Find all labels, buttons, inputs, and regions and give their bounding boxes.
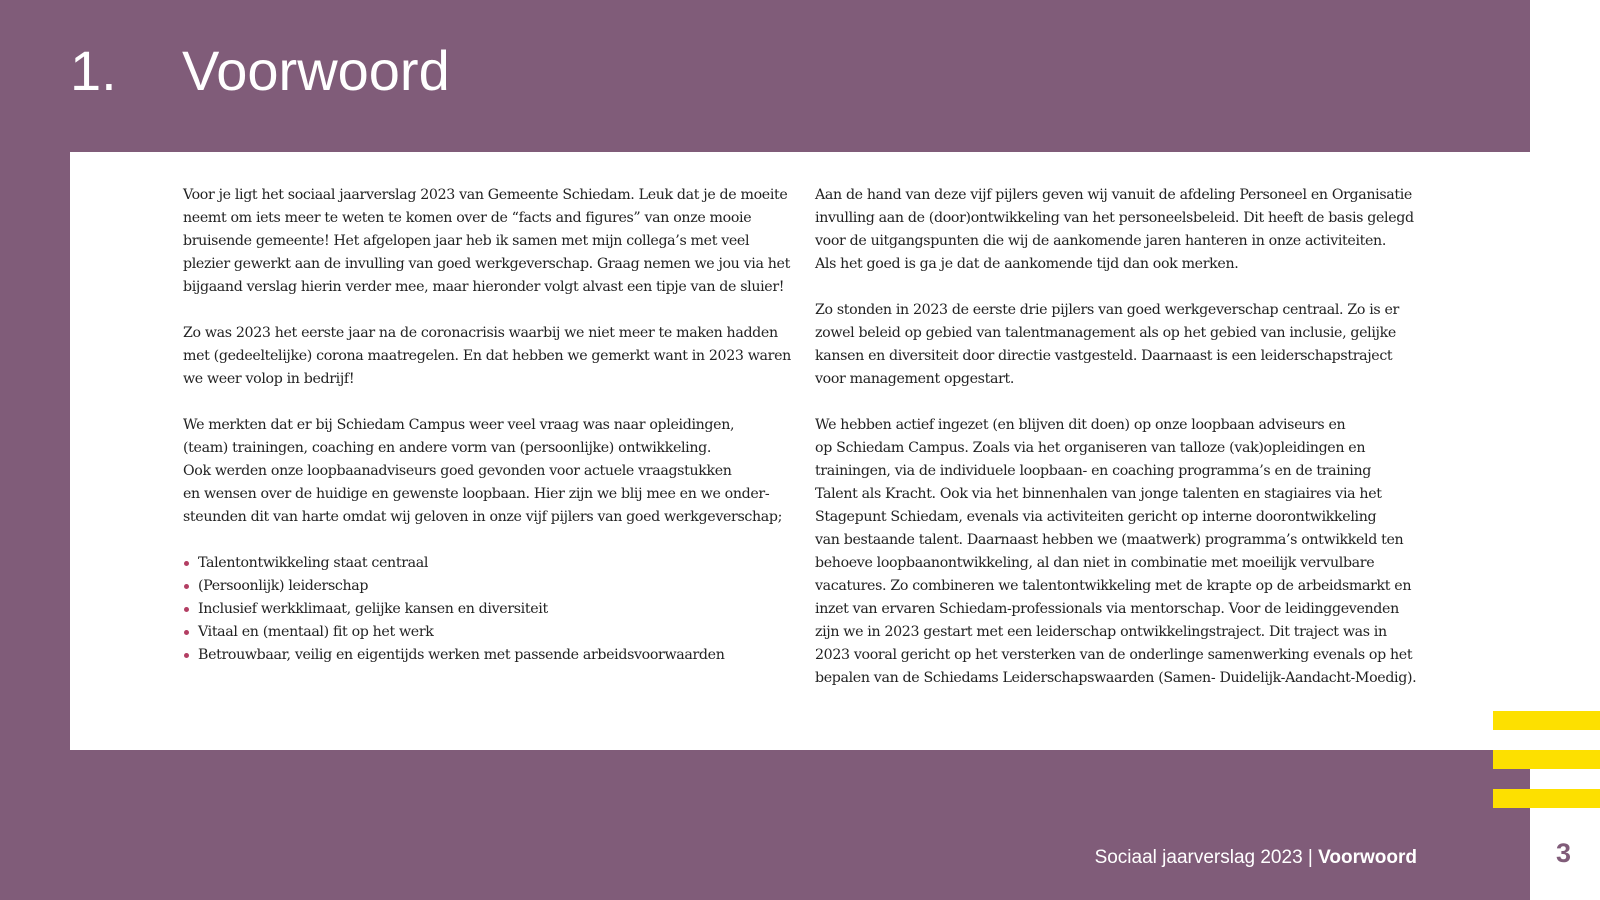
page-title: Voorwoord [182,39,450,102]
paragraph-policy: Zo stonden in 2023 de eerste drie pijlers van goed werkgeverschap centraal. Zo is er zowel beleid op gebied van talentmanagement als op het gebied van inclusie, gelijke kansen en diversiteit door directie vastgesteld. Daarnaast is een leiderschapstraject voor management opgestart. [815,302,1399,387]
footer-title [1095,847,1417,869]
content-card [70,152,1530,750]
list-item: (Persoonlijk) leiderschap [183,575,793,598]
decorative-stripe [1493,711,1600,730]
left-column [183,184,793,667]
list-item: Talentontwikkeling staat centraal [183,552,793,575]
paragraph-pillars: Aan de hand van deze vijf pijlers geven wij vanuit de afdeling Personeel en Organisatie invulling aan de (door)ontwikkeling van het personeelsbeleid. Dit heeft de basis gelegd voor de uitgangspunten die wij de aankomende jaren hanteren in onze activiteiten. Als het goed is ga je dat de aankomende tijd dan ook merken. [815,187,1414,272]
list-item: Betrouwbaar, veilig en eigentijds werken met passende arbeidsvoorwaarden [183,644,793,667]
page-number: 3 [1556,838,1572,868]
decorative-stripe [1493,789,1600,808]
list-item: Vitaal en (mentaal) fit op het werk [183,621,793,644]
paragraph-intro: Voor je ligt het sociaal jaarverslag 2023 van Gemeente Schiedam. Leuk dat je de moeite neemt om iets meer te weten te komen over de “facts and figures” van onze mooie bruisende gemeente! Het afgelopen jaar heb ik samen met mijn collega’s met veel plezier gewerkt aan de invulling van goed werkgeverschap. Graag nemen we jou via het bijgaand verslag hierin verder mee, maar hieronder volgt alvast een tipje van de sluier! [183,187,790,295]
footer-document-title: Sociaal jaarverslag 2023 | [1094,847,1319,868]
paragraph-career: We hebben actief ingezet (en blijven dit doen) op onze loopbaan adviseurs en op Schiedam Campus. Zoals via het organiseren van talloze (vak)opleidingen en trainingen, via de individuele loopbaan- en coaching programma’s en de training Talent als Kracht. Ook via het binnenhalen van jonge talenten en stagiaires via het Stagepunt Schiedam, evenals via activiteiten gericht op interne doorontwikkeling van bestaande talent. Daarnaast hebben we (maatwerk) programma’s ontwikkeld ten behoeve loopbaanontwikkeling, al dan niet in combinatie met moeilijk vervulbare vacatures. Zo combineren we talentontwikkeling met de krapte op de arbeidsmarkt en inzet van ervaren Schiedam-professionals via mentorschap. Voor de leidinggevenden zijn we in 2023 gestart met een leiderschap ontwikkelingstraject. Dit traject was in 2023 vooral gericht op het versterken van de onderlinge samenwerking evenals op het bepalen van de Schiedams Leiderschapswaarden (Samen- Duidelijk-Aandacht-Moedig). [815,417,1417,686]
paragraph-corona: Zo was 2023 het eerste jaar na de coronacrisis waarbij we niet meer te maken hadden met (gedeeltelijke) corona maatregelen. En dat hebben we gemerkt want in 2023 waren we weer volop in bedrijf! [183,325,791,387]
paragraph-campus: We merkten dat er bij Schiedam Campus weer veel vraag was naar opleidingen, (team) trainingen, coaching en andere vorm van (persoonlijke) ontwikkeling. Ook werden onze loopbaanadviseurs goed gevonden voor actuele vraagstukken en wensen over de huidige en gewenste loopbaan. Hier zijn we blij mee en we onder- steunden dit van harte omdat wij geloven in onze vijf pijlers van goed werkgeverschap; [183,417,783,525]
chapter-number: 1. [70,39,117,102]
decorative-stripe [1493,750,1600,769]
footer-section: Voorwoord [1318,847,1417,868]
right-column [815,184,1425,713]
list-item: Inclusief werkklimaat, gelijke kansen en diversiteit [183,598,793,621]
pillars-list [183,552,793,667]
